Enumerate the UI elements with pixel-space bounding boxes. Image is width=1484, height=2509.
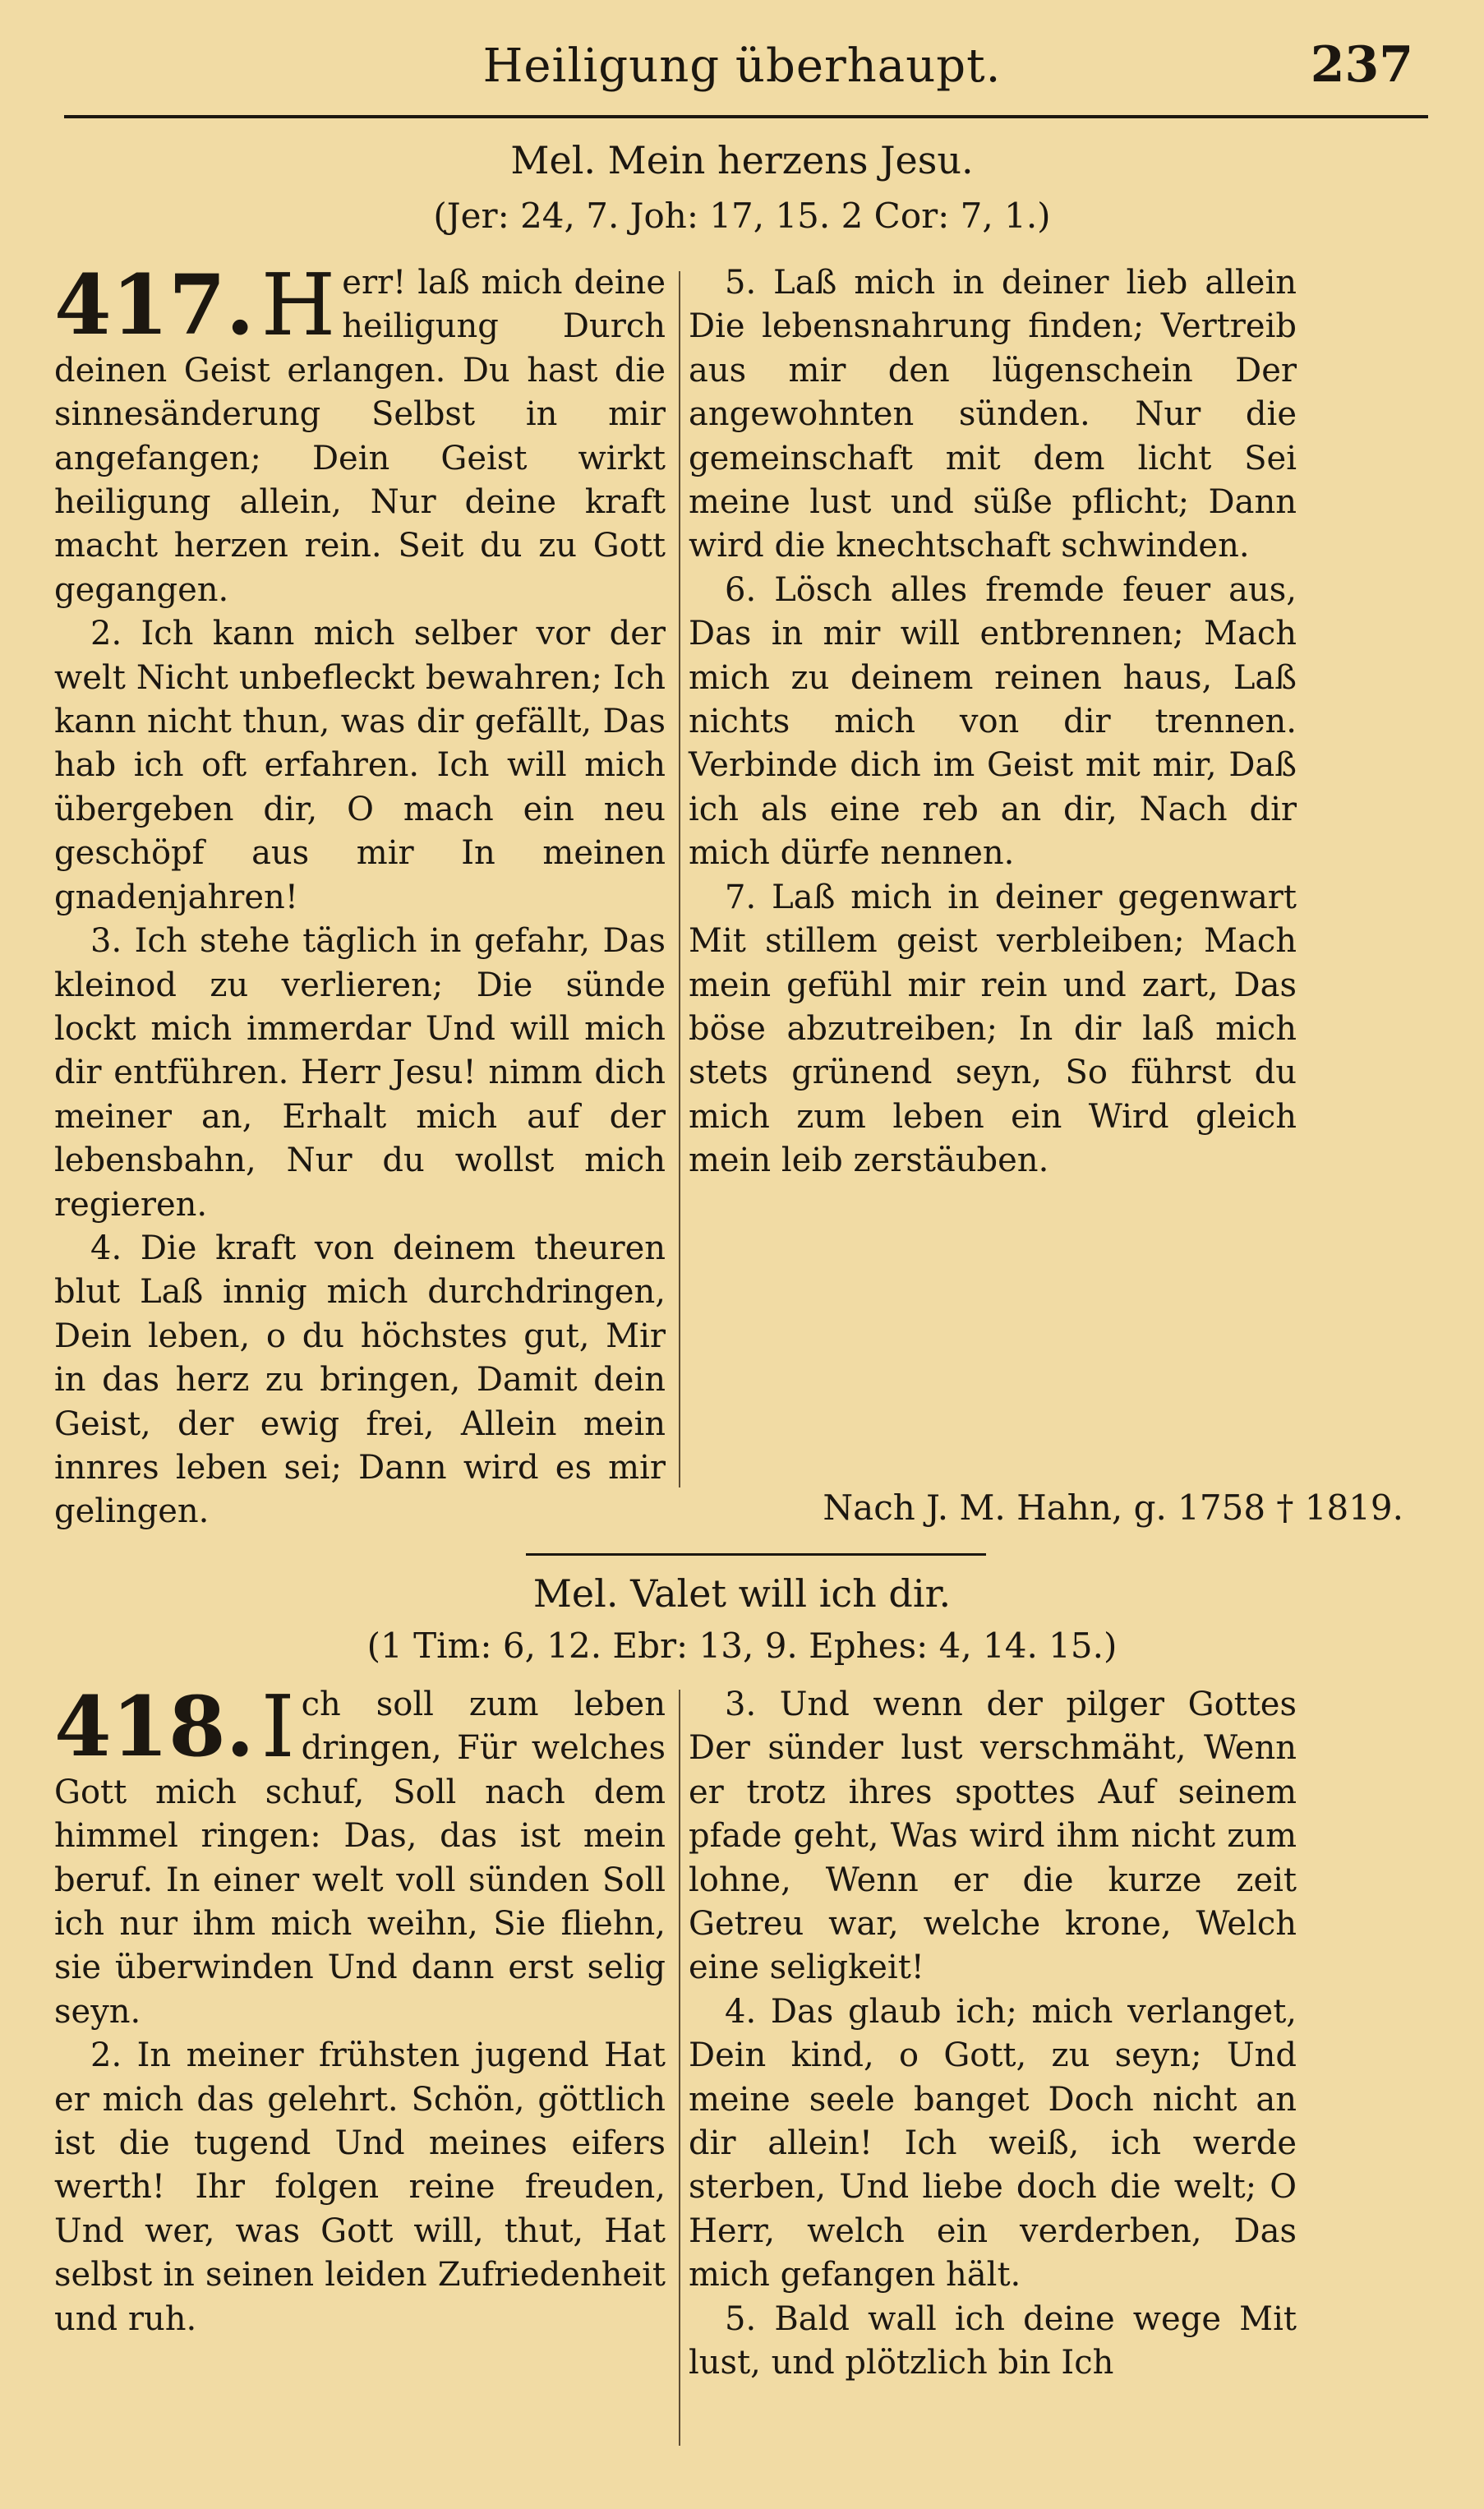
- hymn-418-number: 418.: [54, 1678, 255, 1775]
- hymn-418-verse-1: [54, 1677, 666, 2034]
- hymn-417-column-divider: [679, 271, 680, 1487]
- hymn-417-melody: Mel. Mein herzens Jesu.: [510, 138, 974, 182]
- hymn-417-number: 417.: [54, 256, 255, 353]
- hymn-417-column-right: [689, 261, 1297, 1469]
- hymn-417-verse-5: 5. Laß mich in deiner lieb allein Die lebensnahrung finden; Vertreib aus mir den lügenschein Der angewohnten sünden. Nur die gemeinschaft mit dem licht Sei meine lust und süße pflicht; Dann wird die knechtschaft schwinden.: [689, 264, 1297, 565]
- running-title: Heiligung überhaupt.: [482, 39, 1002, 93]
- hymn-418-verse-4: 4. Das glaub ich; mich verlanget, Dein kind, o Gott, zu seyn; Und meine seele banget Doch nicht an dir allein! Ich weiß, ich werde sterben, Und liebe doch die welt; O Herr, welch ein verderben, Das mich gefangen hält.: [689, 1992, 1297, 2295]
- hymn-417-references: (Jer: 24, 7. Joh: 17, 15. 2 Cor: 7, 1.): [433, 196, 1051, 236]
- hymn-418-melody: Mel. Valet will ich dir.: [532, 1571, 952, 1616]
- hymn-417-verse-2: 2. Ich kann mich selber vor der welt Nicht unbefleckt bewahren; Ich kann nicht thun, was dir gefällt, Das hab ich oft erfahren. Ich will mich übergeben dir, O mach ein neu geschöpf aus mir In meinen gnadenjahren!: [54, 615, 666, 916]
- hymn-417-verse-4: 4. Die kraft von deinem theuren blut Laß innig mich durchdringen, Dein leben, o du höchstes gut, Mir in das herz zu bringen, Damit dein Geist, der ewig frei, Allein mein innres leben sei; Dann wird es mir gelingen.: [54, 1229, 666, 1531]
- hymn-417-verse-7: 7. Laß mich in deiner gegenwart Mit stillem geist verbleiben; Mach mein gefühl mir rein und zart, Das böse abzutreiben; In dir laß mich stets grünend seyn, So führst du mich zum leben ein Wird gleich mein leib zerstäuben.: [689, 878, 1297, 1180]
- hymn-418-references: (1 Tim: 6, 12. Ebr: 13, 9. Ephes: 4, 14. 15.): [366, 1626, 1118, 1666]
- page-number: 237: [1310, 36, 1413, 94]
- hymn-418-dropcap: I: [260, 1677, 295, 1777]
- hymn-417-dropcap: H: [260, 255, 336, 355]
- hymn-418-verse-1-text: ch soll zum leben dringen, Für welches Gott mich schuf, Soll nach dem himmel ringen: Das, das ist mein beruf. In einer welt voll sünden Soll ich nur ihm mich weihn, Sie fliehn, sie überwinden Und dann erst selig seyn.: [54, 1686, 666, 2031]
- hymn-417-attribution: Nach J. M. Hahn, g. 1758 † 1819.: [823, 1487, 1403, 1528]
- hymn-418-verse-5: 5. Bald wall ich deine wege Mit lust, und plötzlich bin Ich: [689, 2299, 1297, 2382]
- hymn-418-column-divider: [679, 1690, 680, 2446]
- hymn-417-column-left: [54, 255, 666, 1531]
- hymn-417-verse-1: [54, 255, 666, 612]
- hymn-418-verse-3: 3. Und wenn der pilger Gottes Der sünder lust verschmäht, Wenn er trotz ihres spottes Auf seinem pfade geht, Was wird ihm nicht zum lohne, Wenn er die kurze zeit Getreu war, welche krone, Welch eine seligkeit!: [689, 1686, 1297, 1987]
- hymn-417-verse-1-text: err! laß mich deine heiligung Durch deinen Geist erlangen. Du hast die sinnesänderung Selbst in mir angefangen; Dein Geist wirkt heiligung allein, Nur deine kraft macht herzen rein. Seit du zu Gott gegangen.: [54, 264, 666, 609]
- hymn-418-verse-2: 2. In meiner frühsten jugend Hat er mich das gelehrt. Schön, göttlich ist die tugend Und meines eifers werth! Ihr folgen reine freuden, Und wer, was Gott will, thut, Hat selbst in seinen leiden Zufriedenheit und ruh.: [54, 2036, 666, 2338]
- section-divider: [526, 1553, 986, 1556]
- header-rule: [64, 115, 1428, 118]
- hymn-417-verse-3: 3. Ich stehe täglich in gefahr, Das kleinod zu verlieren; Die sünde lockt mich immerdar Und will mich dir entführen. Herr Jesu! nimm dich meiner an, Erhalt mich auf der lebensbahn, Nur du wollst mich regieren.: [54, 922, 666, 1224]
- hymn-418-column-left: [54, 1677, 666, 2456]
- hymn-417-verse-6: 6. Lösch alles fremde feuer aus, Das in mir will entbrennen; Mach mich zu deinem reinen haus, Laß nichts mich von dir trennen. Verbinde dich im Geist mit mir, Daß ich als eine reb an dir, Nach dir mich dürfe nennen.: [689, 570, 1297, 873]
- hymn-418-column-right: [689, 1683, 1297, 2456]
